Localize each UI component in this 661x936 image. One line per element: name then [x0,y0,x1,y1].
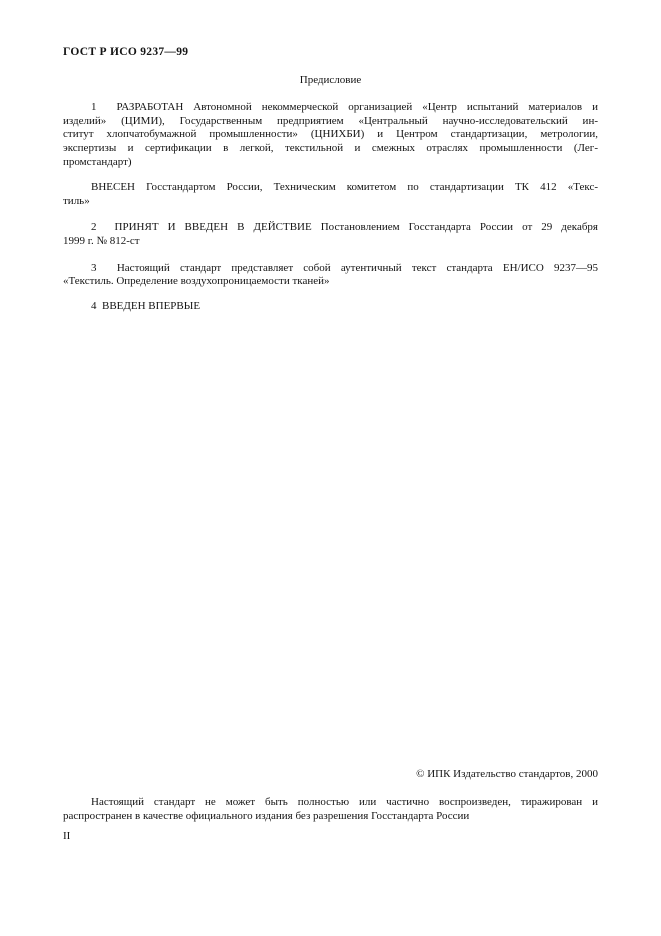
page-number: II [63,830,71,843]
text-line: 4 ВВЕДЕН ВПЕРВЫЕ [91,299,201,312]
text-line: 1 РАЗРАБОТАН Автономной некоммерческой организацией «Центр испытаний материалов и [91,101,598,114]
copyright-line: © ИПК Издательство стандартов, 2000 [416,768,598,781]
text-line: ститут хлопчатобумажной промышленности» (ЦНИХБИ) и Центром стандартизации, метрологии, [63,128,598,141]
text-line: 3 Настоящий стандарт представляет собой аутентичный текст стандарта ЕН/ИСО 9237—95 [91,261,598,274]
clause-3-autentichny [63,262,598,289]
text-line: «Текстиль. Определение воздухопроницаемости тканей» [63,275,330,288]
clause-4-vveden [63,300,598,314]
text-line: тиль» [63,194,90,207]
document-code: ГОСТ Р ИСО 9237—99 [63,46,189,58]
text-line: распространен в качестве официального издания без разрешения Госстандарта России [63,809,470,822]
clause-vnesen [63,181,598,208]
clause-2-prinyat [63,221,598,248]
text-line: экспертизы и сертификации в легкой, текстильной и смежных отраслях промышленности (Лег- [63,141,598,154]
text-line: ВНЕСЕН Госстандартом России, Техническим комитетом по стандартизации ТК 412 «Текс- [91,181,598,194]
copyright-notice [63,796,598,823]
text-line: изделий» (ЦИМИ), Государственным предприятием «Центральный научно-исследовательский ин- [63,114,598,127]
text-line: Настоящий стандарт не может быть полностью или частично воспроизведен, тиражирован и [91,795,598,808]
text-line: промстандарт) [63,155,132,168]
text-line: 1999 г. № 812-ст [63,234,140,247]
clause-1-razrabotan [63,101,598,169]
text-line: 2 ПРИНЯТ И ВВЕДЕН В ДЕЙСТВИЕ Постановлением Госстандарта России от 29 декабря [91,221,598,234]
page-title: Предисловие [299,73,362,86]
